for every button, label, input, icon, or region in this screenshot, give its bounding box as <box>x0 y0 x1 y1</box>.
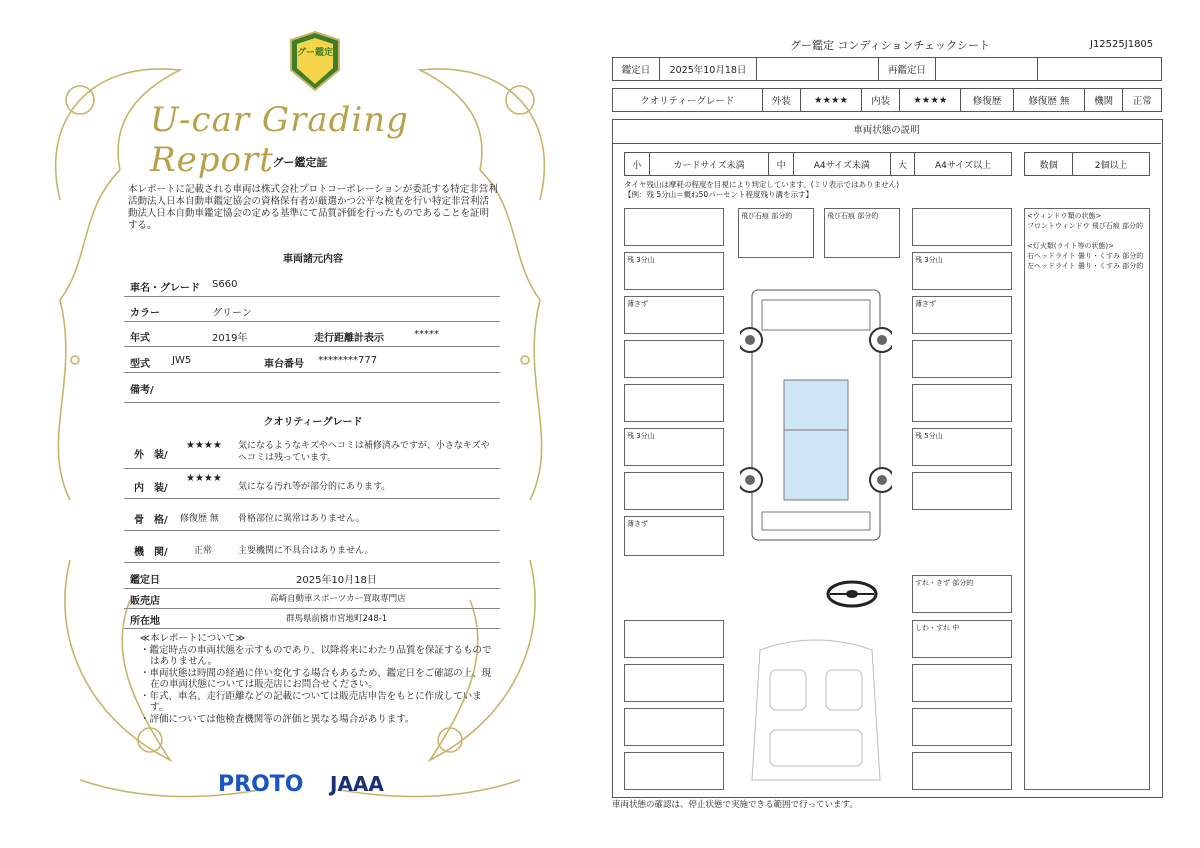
diagram-box-i2 <box>624 664 724 702</box>
side-light-title: <灯火類(ライト等の状態)> <box>1027 242 1114 250</box>
diagram-box-wheel: すれ・きず 部分的 <box>912 575 1012 613</box>
row-color: カラー グリーン <box>124 297 500 322</box>
certificate-subtitle: グー鑑定証 <box>272 156 328 169</box>
side-light-right: 右ヘッドライト 曇り・くすみ 部分的 <box>1027 252 1144 260</box>
row-model: 型式 JW5 車台番号 ********777 <box>124 348 500 373</box>
diagram-box-stone-2: 飛び石痕 部分的 <box>824 208 900 258</box>
car-interior-icon <box>740 630 892 790</box>
diagram-box-i8 <box>912 752 1012 790</box>
state-title: 車両状態の説明 <box>612 119 1161 144</box>
diagram-box-rr-tire: 残 5分山 <box>912 428 1012 466</box>
proto-logo: PROTO <box>218 772 304 797</box>
row-frame: 骨 格/ 修復歴 無 骨格部位に異常はありません。 <box>124 502 500 531</box>
diagram-box-thin-3: 薄きず <box>624 516 724 556</box>
row-date: 鑑定日 2025年10月18日 <box>124 566 500 589</box>
side-window-text: フロントウィンドウ 飛び石痕 部分的 <box>1027 222 1144 230</box>
count-legend-table: 数個 2個以上 <box>1024 152 1150 176</box>
diagram-box-r7 <box>912 472 1012 510</box>
size-legend-table: 小 カードサイズ未満 中 A4サイズ未満 大 A4サイズ以上 <box>624 152 1012 176</box>
steering-wheel-icon <box>826 580 878 608</box>
tire-note-2: 【例：残 5分山＝概ね50パーセント程度残り溝を示す】 <box>624 190 814 199</box>
row-interior: 内 装/ ★★★★ 気になる汚れ等が部分的にあります。 <box>124 470 500 499</box>
diagram-box-l7 <box>624 472 724 510</box>
diagram-box-i4 <box>624 752 724 790</box>
certificate-title: U-car Grading Report <box>150 100 409 180</box>
row-name: 車名・グレード S660 <box>124 272 500 297</box>
quality-title: クオリティーグレード <box>263 417 363 428</box>
row-shop: 販売店 高崎自動車スポーツカー買取専門店 <box>124 588 500 609</box>
condition-check-sheet <box>600 0 1200 848</box>
diagram-box-rl-tire: 残 3分山 <box>624 428 724 466</box>
diagram-box-i1 <box>624 620 724 658</box>
diagram-box-l1 <box>624 208 724 246</box>
goo-badge-icon <box>287 30 343 92</box>
spec-title: 車両諸元内容 <box>283 254 343 265</box>
sheet-title: グー鑑定 コンディションチェックシート <box>789 39 991 52</box>
diagram-box-i6 <box>912 664 1012 702</box>
row-engine: 機 関/ 正常 主要機関に不具合はありません。 <box>124 534 500 563</box>
diagram-box-r5 <box>912 384 1012 422</box>
row-address: 所在地 群馬県前橋市宮地町248-1 <box>124 608 500 629</box>
sheet-footer: 車両状態の確認は、停止状態で実施できる範囲で行っています。 <box>612 800 858 810</box>
diagram-box-r1 <box>912 208 1012 246</box>
side-light-left: 左ヘッドライト 曇り・くすみ 部分的 <box>1027 262 1144 270</box>
diagram-box-thin-1: 薄きず <box>624 296 724 334</box>
diagram-box-fl-tire: 残 3分山 <box>624 252 724 290</box>
report-notes: ≪本レポートについて≫ ・鑑定時点の車両状態を示すものであり、以降将来にわたり品質を保証するものではありません。 ・車両状態は時間の経過に伴い変化する場合もあるため、鑑定日をご確認の上、現在の車両状態については販売店にお問合せください。 ・年式、車名、走行距離などの記載については販売店申告をもとに作成しています。 ・評価については他検査機関等の評価と異なる場合があります。 <box>140 633 492 725</box>
diagram-box-fr-tire: 残 3分山 <box>912 252 1012 290</box>
side-window-title: <ウィンドウ類の状態> <box>1027 212 1102 220</box>
diagram-box-i7 <box>912 708 1012 746</box>
jaaa-logo: JAAA <box>330 772 384 796</box>
diagram-box-seat: しわ・すれ 中 <box>912 620 1012 658</box>
side-notes-panel <box>1024 208 1150 790</box>
diagram-box-r4 <box>912 340 1012 378</box>
sheet-id: J12525J1805 <box>1090 39 1154 50</box>
certificate-body: 本レポートに記載される車両は株式会社プロトコーポレーションが委託する特定非営利活動法人日本自動車鑑定協会の資格保有者が厳選かつ公平な検査を行い特定非営利活動法人日本自動車鑑定協会の定める基準にて品質評価を行ったものであることを証明する。 <box>128 184 498 231</box>
date-table: 鑑定日 2025年10月18日 再鑑定日 <box>612 57 1162 81</box>
diagram-box-l4 <box>624 340 724 378</box>
row-exterior: 外 装/ ★★★★ 気になるようなキズやヘコミは補修済みですが、小さなキズやヘコミは残っています。 <box>124 434 500 469</box>
badge-text: グー鑑定 <box>296 48 333 58</box>
grade-table: クオリティーグレード 外装 ★★★★ 内装 ★★★★ 修復歴 修復歴 無 機関 正常 <box>612 88 1162 112</box>
tire-note-1: タイヤ残山は摩耗の程度を目視により判定しています。(ミリ表示ではありません) <box>624 180 900 189</box>
car-top-view-icon <box>740 270 892 550</box>
diagram-box-l5 <box>624 384 724 422</box>
diagram-box-i3 <box>624 708 724 746</box>
diagram-box-thin-2: 薄きず <box>912 296 1012 334</box>
row-year: 年式 2019年 走行距離計表示 ***** <box>124 322 500 347</box>
diagram-box-stone-1: 飛び石痕 部分的 <box>738 208 814 258</box>
row-remarks: 備考/ <box>124 374 500 403</box>
